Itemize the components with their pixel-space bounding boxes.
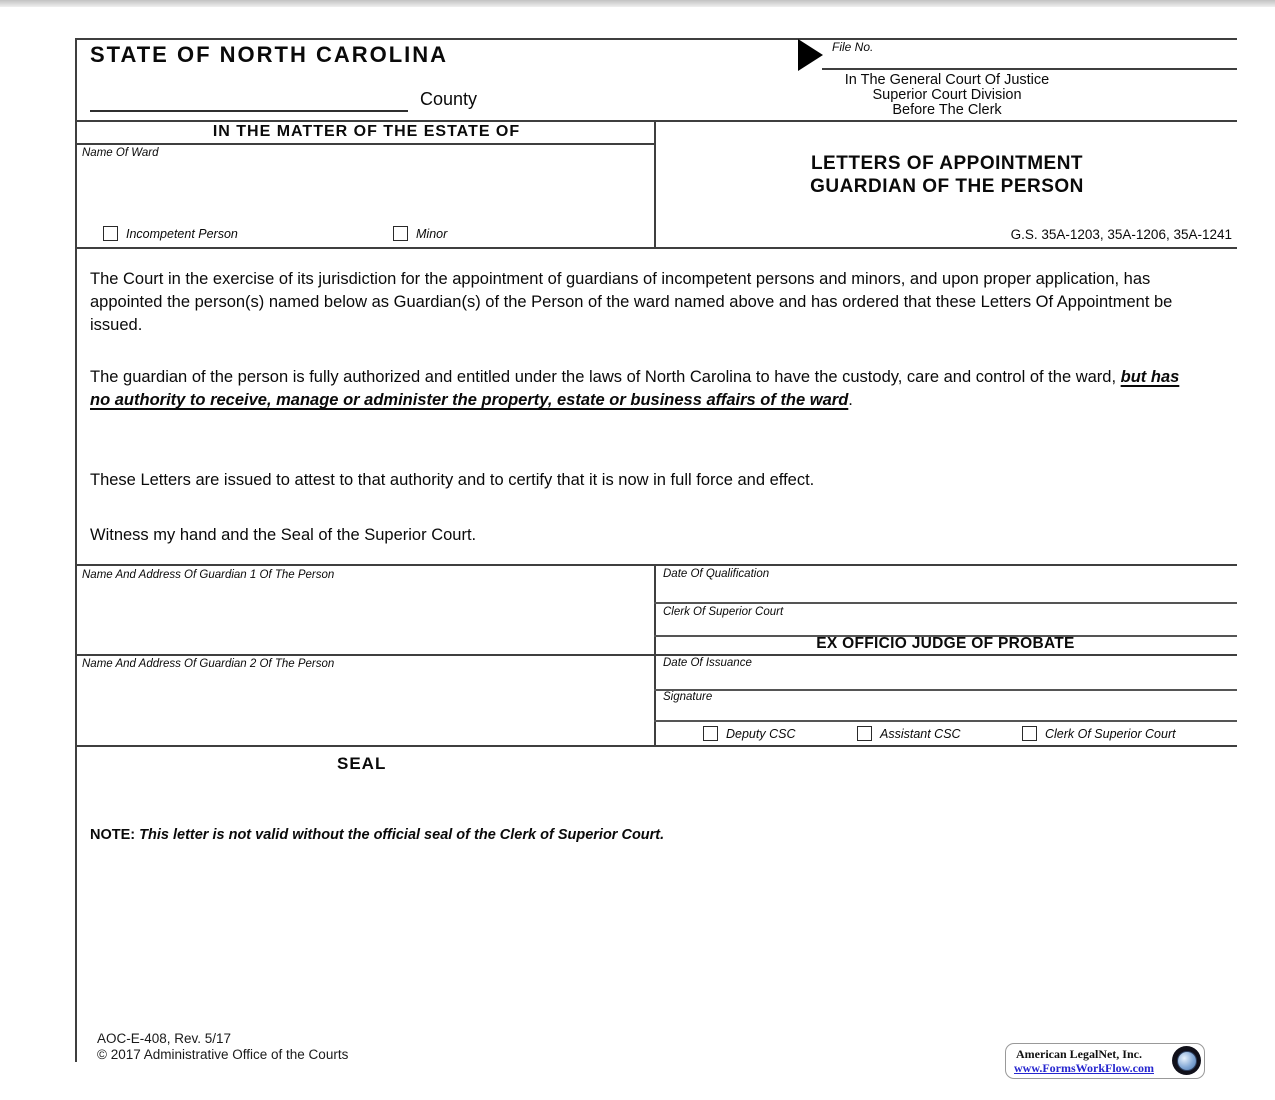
paragraph-authority-normal: The guardian of the person is fully authorized and entitled under the laws of North Carolina to have the custody, care and control of the ward, <box>90 368 1121 386</box>
form-title <box>657 152 1237 198</box>
caption-bottom-border <box>75 247 1237 249</box>
form-title-line-2: GUARDIAN OF THE PERSON <box>810 176 1084 197</box>
note-prefix: NOTE: <box>90 827 136 843</box>
clerk-csc-label: Clerk Of Superior Court <box>1045 726 1176 741</box>
guardian2-label: Name And Address Of Guardian 2 Of The Person <box>82 658 335 670</box>
note-text: This letter is not valid without the official seal of the Clerk of Superior Court. <box>135 827 665 843</box>
vendor-name: American LegalNet, Inc. <box>1016 1047 1142 1061</box>
seal-label: SEAL <box>337 754 387 773</box>
county-label: County <box>420 89 478 109</box>
form-number: AOC-E-408, Rev. 5/17 <box>97 1031 232 1046</box>
minor-checkbox[interactable] <box>393 226 408 241</box>
county-input-line[interactable] <box>90 88 408 112</box>
incompetent-person-checkbox[interactable] <box>103 226 118 241</box>
copyright-line: © 2017 Administrative Office of the Courts <box>97 1047 349 1062</box>
guardian1-address-field[interactable] <box>77 583 652 651</box>
name-of-ward-field[interactable] <box>77 160 654 220</box>
paragraph-appointment: The Court in the exercise of its jurisdiction for the appointment of guardians of incompetent persons and minors, and upon proper application, has appointed the person(s) named below as Guardian(s) of the Person of the ward named above and has ordered that these Letters Of Appointment be issued. <box>90 270 1173 334</box>
date-of-issuance-field[interactable] <box>660 671 1230 687</box>
form-top-border <box>75 38 1237 40</box>
file-no-underline <box>822 68 1237 70</box>
incompetent-person-option <box>103 226 238 241</box>
signature-field[interactable] <box>660 704 1230 718</box>
paragraph-authority-period: . <box>848 391 853 409</box>
assistant-csc-label: Assistant CSC <box>880 726 961 741</box>
paragraph-authority-emphasis: but has no authority to receive, manage or administer the property, estate or business affairs of the ward <box>90 368 1180 409</box>
signature-row-divider <box>654 720 1237 722</box>
globe-sphere <box>1177 1051 1197 1071</box>
date-of-qualification-field[interactable] <box>660 582 1230 599</box>
deputy-csc-option <box>703 726 795 741</box>
name-of-ward-label: Name Of Ward <box>82 147 159 159</box>
guardian1-label: Name And Address Of Guardian 1 Of The Person <box>82 569 335 581</box>
table-top-border <box>75 564 1237 566</box>
clerk-csc-checkbox[interactable] <box>1022 726 1037 741</box>
paragraph-authority <box>90 366 1192 412</box>
clerk-of-superior-court-field[interactable] <box>660 619 1230 633</box>
court-line-2: Superior Court Division <box>872 87 1022 103</box>
clerk-of-superior-court-label: Clerk Of Superior Court <box>663 606 784 618</box>
minor-label: Minor <box>416 226 448 241</box>
court-division-block <box>657 73 1237 118</box>
file-no-arrow-icon <box>798 39 823 71</box>
issuance-row-divider <box>654 689 1237 691</box>
american-legalnet-badge <box>1005 1043 1205 1079</box>
court-line-3: Before The Clerk <box>892 102 1002 118</box>
signature-label: Signature <box>663 691 713 703</box>
assistant-csc-option <box>857 726 961 741</box>
deputy-csc-label: Deputy CSC <box>726 726 796 741</box>
table-bottom-border <box>75 745 1237 747</box>
clerk-csc-option <box>1022 726 1176 741</box>
deputy-csc-checkbox[interactable] <box>703 726 718 741</box>
assistant-csc-checkbox[interactable] <box>857 726 872 741</box>
incompetent-person-label: Incompetent Person <box>126 226 238 241</box>
file-no-label: File No. <box>832 40 874 54</box>
header-divider <box>75 120 1237 122</box>
vendor-url-link[interactable]: www.FormsWorkFlow.com <box>1014 1061 1154 1075</box>
minor-option <box>393 226 447 241</box>
american-legalnet-globe-logo <box>1172 1046 1201 1075</box>
statute-reference: G.S. 35A-1203, 35A-1206, 35A-1241 <box>1010 227 1232 242</box>
matter-of-estate-heading: IN THE MATTER OF THE ESTATE OF <box>212 123 521 140</box>
court-line-1: In The General Court Of Justice <box>844 72 1050 88</box>
qualification-row-divider <box>654 602 1237 604</box>
paragraph-witness: Witness my hand and the Seal of the Superior Court. <box>90 526 477 544</box>
paragraph-attest: These Letters are issued to attest to that authority and to certify that it is now in full force and effect. <box>90 471 815 489</box>
file-no-field[interactable] <box>824 52 1234 67</box>
ex-officio-heading: EX OFFICIO JUDGE OF PROBATE <box>816 635 1075 652</box>
scan-artifact-top-strip <box>0 0 1275 7</box>
guardian-row-divider <box>75 654 1237 656</box>
date-of-qualification-label: Date Of Qualification <box>663 568 770 580</box>
state-title: STATE OF NORTH CAROLINA <box>90 42 449 67</box>
matter-header-underline <box>75 143 656 145</box>
guardian2-address-field[interactable] <box>77 672 652 742</box>
form-title-line-1: LETTERS OF APPOINTMENT <box>810 153 1084 174</box>
note-line <box>90 827 664 843</box>
date-of-issuance-label: Date Of Issuance <box>663 657 752 669</box>
